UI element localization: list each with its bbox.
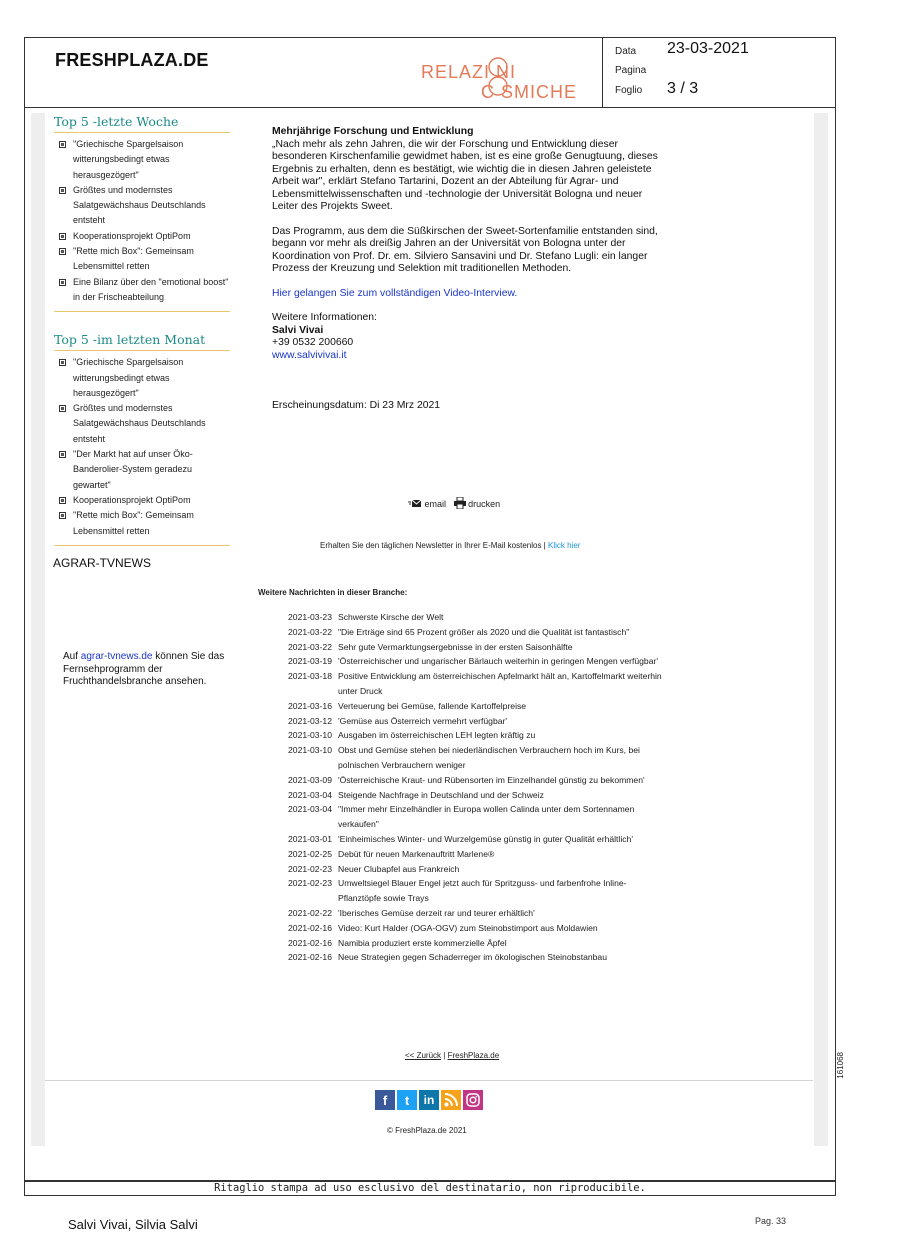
top5-week-item[interactable]: "Griechische Spargelsaison witterungsbedingt etwas herausgezögert" [54, 137, 230, 183]
sidebar [54, 114, 230, 546]
news-title-link[interactable]: Steigende Nachfrage in Deutschland und der Schweiz [338, 789, 544, 800]
news-row[interactable] [272, 625, 662, 640]
news-date: 2021-03-04 [288, 804, 332, 815]
publication-name: FRESHPLAZA.DE [55, 50, 209, 70]
news-row[interactable] [272, 950, 662, 965]
header-left-cell [25, 38, 603, 107]
article-body [272, 126, 662, 413]
right-gutter [814, 113, 828, 1146]
top5-month-item[interactable]: "Rette mich Box": Gemeinsam Lebensmittel retten [54, 508, 230, 539]
top5-week-item[interactable]: "Rette mich Box": Gemeinsam Lebensmittel retten [54, 244, 230, 275]
sidebar-spacer [54, 312, 230, 332]
news-title-link[interactable]: Umweltsiegel Blauer Engel jetzt auch für Spritzguss- und farbenfrohe Inline-Pflanztöpfe sowie Trays [338, 878, 627, 904]
news-date: 2021-02-23 [288, 878, 332, 889]
print-link[interactable]: drucken [468, 499, 501, 509]
news-title-link[interactable]: Namibia produziert erste kommerzielle Äpfel [338, 937, 507, 948]
logo-line-2: C SMICHE [481, 82, 578, 102]
agrar-tvnews-link[interactable]: agrar-tvnews.de [80, 651, 153, 662]
data-value: 23-03-2021 [667, 40, 749, 57]
social-icons [375, 1090, 483, 1110]
top5-month-item[interactable]: Größtes und modernstes Salatgewächshaus Deutschlands entsteht [54, 401, 230, 447]
news-row[interactable] [272, 743, 662, 773]
info-label: Weitere Informationen: [272, 312, 377, 323]
news-date: 2021-02-16 [288, 922, 332, 933]
news-row[interactable] [272, 876, 662, 906]
news-row[interactable] [272, 773, 662, 788]
news-date: 2021-02-22 [288, 907, 332, 918]
news-title-link[interactable]: Sehr gute Vermarktungsergebnisse in der ersten Saisonhälfte [338, 641, 573, 652]
clipping-code: 161068 [836, 1052, 845, 1079]
news-date: 2021-02-16 [288, 952, 332, 963]
news-title-link[interactable]: Obst und Gemüse stehen bei niederländischen Verbrauchern hoch im Kurs, bei polnischen Verbrauchern weniger [338, 745, 640, 770]
news-row[interactable] [272, 936, 662, 951]
news-date: 2021-03-23 [288, 612, 332, 622]
news-title-link[interactable]: 'Österreichischer und ungarischer Bärlauch weiterhin in geringen Mengen verfügbar' [338, 656, 658, 667]
news-row[interactable] [272, 788, 662, 803]
print-icon[interactable] [454, 501, 469, 511]
news-title-link[interactable]: Schwerste Kirsche der Welt [338, 612, 444, 622]
email-icon[interactable] [408, 500, 425, 510]
top5-month-list [54, 351, 230, 546]
relazioni-cosmiche-logo [421, 52, 599, 106]
page-number: Pag. 33 [755, 1216, 787, 1226]
news-date: 2021-03-16 [288, 700, 332, 711]
news-date: 2021-03-10 [288, 730, 332, 741]
news-date: 2021-03-12 [288, 715, 332, 726]
top5-month-item[interactable]: "Griechische Spargelsaison witterungsbedingt etwas herausgezögert" [54, 355, 230, 401]
news-row[interactable] [272, 906, 662, 921]
share-tools [408, 497, 500, 511]
news-date: 2021-03-09 [288, 774, 332, 785]
clipping-header [24, 37, 836, 108]
news-row[interactable] [272, 640, 662, 655]
top5-week-heading: Top 5 -letzte Woche [54, 114, 230, 133]
news-row[interactable] [272, 728, 662, 743]
header-meta-cell [603, 38, 835, 107]
publication-date: Erscheinungsdatum: Di 23 Mrz 2021 [272, 400, 441, 411]
article-subheading: Mehrjährige Forschung und Entwicklung [272, 126, 474, 137]
copyright: © FreshPlaza.de 2021 [387, 1126, 467, 1135]
video-interview-link[interactable]: Hier gelangen Sie zum vollständigen Video-Interview. [272, 287, 518, 299]
facebook-icon[interactable]: f [375, 1090, 395, 1110]
newsletter-text: Erhalten Sie den täglichen Newsletter in Ihrer E-Mail kostenlos | [320, 541, 546, 550]
client-names: Salvi Vivai, Silvia Salvi [68, 1217, 198, 1232]
data-label: Data [615, 46, 637, 57]
news-row[interactable] [272, 847, 662, 862]
news-date: 2021-03-01 [288, 833, 332, 844]
news-title-link[interactable]: Verteuerung bei Gemüse, fallende Kartoffelpreise [338, 700, 527, 711]
news-date: 2021-03-10 [288, 745, 332, 756]
foglio-value: 3 / 3 [667, 80, 699, 97]
left-gutter [31, 113, 45, 1146]
news-title-link[interactable]: "Die Erträge sind 65 Prozent größer als 2020 und die Qualität ist fantastisch" [338, 626, 630, 637]
news-title-link[interactable]: Neuer Clubapfel aus Frankreich [338, 863, 460, 874]
instagram-icon[interactable] [463, 1090, 483, 1110]
agrar-suffix: können Sie das Fernsehprogramm der Fruchthandelsbranche ansehen. [63, 651, 225, 688]
news-date: 2021-02-16 [288, 937, 332, 948]
news-row[interactable] [272, 714, 662, 729]
top5-week-item[interactable]: Eine Bilanz über den "emotional boost" in der Frischeabteilung [54, 275, 230, 306]
top5-month-heading: Top 5 -im letzten Monat [54, 332, 230, 351]
agrar-tvnews-title: AGRAR-TVNEWS [53, 556, 152, 570]
news-row[interactable] [272, 610, 662, 625]
news-title-link[interactable]: 'Iberisches Gemüse derzeit rar und teurer erhältlich' [338, 907, 535, 918]
news-date: 2021-03-22 [288, 626, 332, 637]
article-paragraph-2: Das Programm, aus dem die Süßkirschen der Sweet-Sortenfamilie entstanden sind, begann vor mehr als dreißig Jahren an der Universität von Bologna unter der Koordination von Prof. Dr. em. Silviero Sansavini und Dr. Stefano Lugli: ein langer Prozess der Kreuzung und Selektion mit traditionellen Methoden. [272, 225, 658, 274]
back-links [405, 1051, 499, 1060]
news-title-link[interactable]: Neue Strategien gegen Schaderreger im ökologischen Steinobstanbau [338, 952, 607, 963]
news-row[interactable] [272, 654, 662, 669]
news-date: 2021-02-23 [288, 863, 332, 874]
newsletter-promo [320, 541, 580, 550]
news-date: 2021-03-04 [288, 789, 332, 800]
news-date: 2021-03-22 [288, 641, 332, 652]
news-title-link[interactable]: 'Gemüse aus Österreich vermehrt verfügbar' [338, 715, 508, 726]
news-title-link[interactable]: Debüt für neuen Markenauftritt Marlene® [338, 848, 495, 859]
email-link[interactable]: email [424, 499, 447, 509]
contact-website-link[interactable]: www.salvivivai.it [272, 349, 347, 361]
more-news-heading: Weitere Nachrichten in dieser Branche: [258, 588, 408, 597]
news-title-link[interactable]: 'Österreichische Kraut- und Rübensorten im Einzelhandel günstig zu bekommen' [338, 774, 645, 785]
pagina-label: Pagina [615, 65, 647, 76]
news-title-link[interactable]: 'Einheimisches Winter- und Wurzelgemüse günstig in guter Qualität erhältlich' [338, 833, 633, 844]
back-link[interactable]: << Zurück [405, 1051, 442, 1060]
news-title-link[interactable]: "Immer mehr Einzelhändler in Europa wollen Calinda unter dem Sortennamen verkaufen" [338, 804, 635, 830]
footer-divider [45, 1080, 813, 1081]
freshplaza-home-link[interactable]: FreshPlaza.de [447, 1051, 500, 1060]
newsletter-link[interactable]: Klick hier [547, 541, 581, 550]
linkedin-icon[interactable]: in [419, 1090, 439, 1110]
news-row[interactable] [272, 832, 662, 847]
contact-name: Salvi Vivai [272, 324, 324, 336]
news-date: 2021-03-19 [288, 656, 332, 667]
news-date: 2021-02-25 [288, 848, 332, 859]
twitter-icon[interactable]: t [397, 1090, 417, 1110]
contact-phone: +39 0532 200660 [272, 337, 354, 348]
news-title-link[interactable]: Video: Kurt Halder (OGA-OGV) zum Steinobstimport aus Moldawien [338, 922, 598, 933]
more-news-list [272, 610, 662, 965]
article-spacer [272, 362, 662, 400]
agrar-tvnews-text [63, 651, 233, 689]
top5-week-list [54, 133, 230, 312]
agrar-prefix: Auf [63, 651, 79, 662]
foglio-label: Foglio [615, 85, 643, 96]
logo-line-1: RELAZI NI [421, 62, 517, 82]
news-title-link[interactable]: Positive Entwicklung am österreichischen Apfelmarkt hält an, Kartoffelmarkt weiterhin unter Druck [338, 671, 662, 696]
top5-month-item[interactable]: "Der Markt hat auf unser Öko-Banderolier-System geradezu gewartet" [54, 447, 230, 493]
top5-week-item[interactable]: Kooperationsprojekt OptiPom [54, 229, 230, 244]
news-row[interactable] [272, 669, 662, 699]
top5-week-item[interactable]: Größtes und modernstes Salatgewächshaus Deutschlands entsteht [54, 183, 230, 229]
back-links-separator: | [443, 1051, 446, 1060]
news-row[interactable] [272, 802, 662, 832]
article-paragraph-1: „Nach mehr als zehn Jahren, die wir der Forschung und Entwicklung dieser besonderen Kirschenfamilie gewidmet haben, ist es eine große Genugtuung, dieses Ergebnis zu erhalten, denn es bestätigt, wie wichtig die in diesen Jahren geleistete Arbeit war", erklärt Stefano Tartarini, Dozent an der Abteilung für Agrar- und Lebensmittelwissenschaften und -technologie der Universität Bologna und neuer Leiter des Projekts Sweet. [272, 138, 658, 212]
news-row[interactable] [272, 921, 662, 936]
news-title-link[interactable]: Ausgaben im österreichischen LEH legten kräftig zu [338, 730, 536, 741]
news-date: 2021-03-18 [288, 671, 332, 682]
clipping-notice: Ritaglio stampa ad uso esclusivo del destinatario, non riproducibile. [24, 1181, 836, 1196]
news-row[interactable] [272, 699, 662, 714]
rss-icon[interactable] [441, 1090, 461, 1110]
news-row[interactable] [272, 862, 662, 877]
top5-month-item[interactable]: Kooperationsprojekt OptiPom [54, 493, 230, 508]
